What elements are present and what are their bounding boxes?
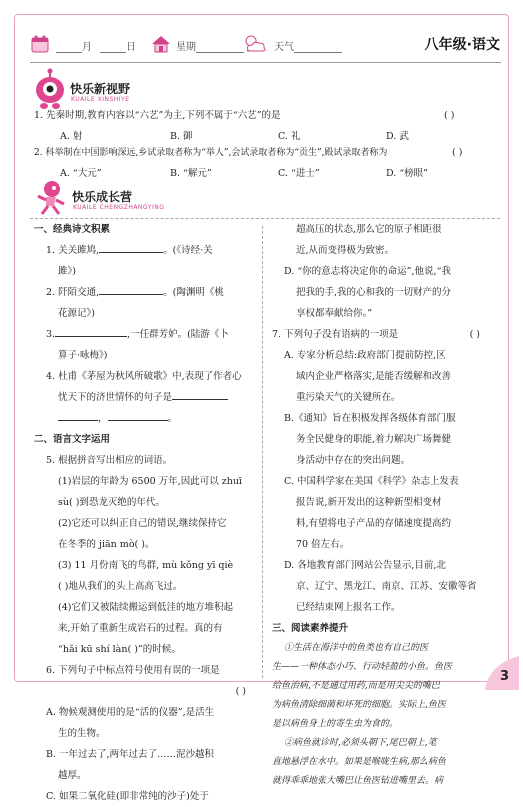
item-7-paren: ( ) — [469, 329, 480, 340]
item-7-a: A. 专家分析总结:政府部门提前防控,区 — [284, 350, 446, 361]
item-5-1-cont: sù( )到恐龙灭绝的年代。 — [58, 497, 165, 508]
item-2-source-cont: 花源记》) — [58, 308, 95, 319]
item-7-c: C. 中国科学家在美国《科学》杂志上发表 — [284, 476, 459, 487]
answer-paren-1: ( ) — [444, 110, 455, 121]
item-7-d-cont: 京、辽宁、黑龙江、南京、江苏、安徽等省 — [296, 581, 477, 592]
item-3-source-cont: 算子·咏梅》) — [58, 350, 108, 361]
blank-4a[interactable] — [172, 388, 228, 400]
month-label: 月 — [82, 42, 92, 53]
page-header — [30, 32, 500, 58]
reading-line-1: ①生活在海洋中的鱼类也有自己的医 — [284, 643, 429, 653]
item-5-4-cont: 来,开始了重新生成岩石的过程。真的有 — [58, 623, 223, 634]
item-5-1: (1)岩层的年龄为 6500 万年,因此可以 zhuī — [58, 476, 242, 487]
blank-1[interactable] — [99, 241, 163, 253]
question-2: 2. 科举制在中国影响深远,乡试录取者称为“举人”,会试录取者称为“贡生”,殿试录取者称为 — [34, 148, 388, 158]
grade-subject: 八年级·语文 — [424, 37, 500, 53]
item-6-paren: ( ) — [235, 686, 246, 697]
item-7-text: 7. 下列句子没有语病的一项是 — [272, 329, 399, 340]
item-1-source-cont: 雎》) — [58, 266, 76, 277]
item-3-source: ,一任群芳妒。(陆游《卜 — [127, 329, 229, 340]
item-6-d-cont: 把我的手,我的心和我的一切财产的分 — [296, 287, 452, 298]
section-title-new-vision: 快乐新视野 — [70, 82, 131, 96]
weather-cloud-icon — [242, 34, 270, 57]
q2-option-d: D. “榜眼” — [386, 168, 429, 179]
heading-language-use: 二、语言文字运用 — [34, 434, 111, 445]
q1-option-d: D. 武 — [386, 131, 409, 142]
item-3-text: 3. — [46, 329, 56, 340]
answer-paren-2: ( ) — [452, 147, 463, 158]
day-label: 日 — [126, 42, 136, 53]
heading-reading: 三、阅读素养提升 — [272, 623, 349, 634]
item-1-source: 。(《诗经·关 — [163, 245, 213, 256]
section-subtitle-new-vision: KUAILE XINSHIYE — [71, 96, 130, 103]
reading-line-4: 为病鱼清除细菌和坏死的细胞。实际上,鱼医 — [272, 700, 446, 710]
blank-4c[interactable] — [108, 409, 168, 421]
item-7-b: B.《通知》旨在积极发挥各级体育部门服 — [284, 413, 456, 424]
house-icon — [150, 34, 172, 57]
item-7-a-cont: 域内企业严格落实,是能否缓解和改善 — [296, 371, 452, 382]
reading-line-8: 就得乖乖地张大嘴巴让鱼医钻进嘴里去。病 — [272, 776, 444, 786]
q1-option-b: B. 御 — [170, 131, 193, 142]
item-6-b-cont: 越厚。 — [58, 770, 87, 781]
item-6-d-cont2: 享权都奉献给你。” — [296, 308, 373, 319]
mascot-alien-icon — [32, 68, 68, 114]
reading-line-6: ②病鱼就诊时,必须头朝下,尾巴朝上,笔 — [284, 738, 437, 748]
item-5-2: (2)它还可以纠正自己的错误,继续保持它 — [58, 518, 227, 529]
item-7-c-cont: 报告说,新开发出的这种新型相变材 — [296, 497, 442, 508]
item-4-period: 。 — [167, 413, 178, 424]
item-1-text: 1. 关关雎鸠, — [46, 245, 100, 256]
item-5-3-cont: ( )地从我们的头上高高飞过。 — [58, 581, 183, 592]
item-7-d-cont2: 已经结束网上报名工作。 — [296, 602, 401, 613]
question-1: 1. 先秦时期,教育内容以“六艺”为主,下列不属于“六艺”的是 — [34, 110, 281, 121]
reading-line-7: 直地悬浮在水中。如果是喉咙生病,那么病鱼 — [272, 757, 446, 767]
item-4-text: 4. 杜甫《茅屋为秋风所破歌》中,表现了作者心 — [46, 371, 242, 382]
item-6-d: D. “你的意志将决定你的命运”,他说,“我 — [284, 266, 451, 277]
item-6-a: A. 物候观测使用的是“活的仪器”,是活生 — [46, 707, 215, 718]
page-number: 3 — [499, 669, 509, 684]
item-7-c-cont3: 70 倍左右。 — [296, 539, 350, 550]
item-4-prompt: 忧天下的济世情怀的句子是 — [58, 392, 173, 403]
blank-3[interactable] — [55, 325, 127, 337]
weather-label: 天气 — [274, 42, 294, 53]
item-6-a-cont: 生的生物。 — [58, 728, 106, 739]
q1-option-a: A. 射 — [60, 131, 83, 142]
item-2-source: 。(陶渊明《桃 — [163, 287, 224, 298]
q2-option-a: A. “大元” — [60, 168, 102, 179]
item-6-c: C. 如果二氧化硅(即非常纯的沙子)处于 — [46, 791, 209, 802]
item-6-b: B. 一年过去了,两年过去了……泥沙越积 — [46, 749, 215, 760]
q2-option-b: B. “解元” — [170, 168, 212, 179]
calendar-icon — [30, 34, 50, 57]
reading-line-3: 给鱼治病,不是通过用药,而是用尖尖的嘴巴 — [272, 681, 440, 691]
item-5-3: (3) 11 月份南飞的鸟群, mù kǒng yī qiè — [58, 560, 234, 571]
right-line-1: 超高压的状态,那么它的原子相距很 — [296, 224, 442, 235]
item-5-2-cont: 在冬季的 jiān mò( )。 — [58, 539, 155, 550]
reading-line-5: 是以病鱼身上的寄生虫为食的。 — [272, 719, 399, 729]
item-7-a-cont2: 重污染天气的关键所在。 — [296, 392, 401, 403]
item-5-text: 5. 根据拼音写出相应的词语。 — [46, 455, 173, 466]
mascot-runner-icon — [32, 180, 70, 220]
heading-classic-poetry: 一、经典诗文积累 — [34, 224, 111, 235]
item-5-4: (4)它们又被陆续搬运到低洼的地方堆积起 — [58, 602, 233, 613]
item-6-text: 6. 下列句子中标点符号使用有误的一项是 — [46, 665, 220, 676]
item-5-4-cont2: “hǎi kū shí làn( )”的时候。 — [58, 644, 181, 655]
blank-2[interactable] — [99, 283, 163, 295]
item-7-c-cont2: 料,有望将电子产品的存储速度提高约 — [296, 518, 452, 529]
right-column — [272, 219, 498, 791]
right-line-2: 近,从而变得极为致密。 — [296, 245, 395, 256]
item-7-b-cont: 务全民健身的职能,着力解决广场舞健 — [296, 434, 452, 445]
weekday-label: 星期 — [176, 42, 196, 53]
blank-4b[interactable] — [58, 409, 98, 421]
section-title-growth-camp: 快乐成长营 — [72, 190, 133, 204]
header-rule — [30, 62, 501, 63]
item-7-b-cont2: 身活动中存在的突出问题。 — [296, 455, 411, 466]
item-4-comma: ， — [98, 413, 108, 424]
q1-option-c: C. 礼 — [278, 131, 301, 142]
q2-option-c: C. “进士” — [278, 168, 320, 179]
section-subtitle-growth-camp: KUAILE CHENGZHANGYING — [73, 204, 165, 211]
item-2-text: 2. 阡陌交通, — [46, 287, 100, 298]
left-column — [34, 219, 256, 807]
item-7-d: D. 各地教育部门网站公告显示,目前,北 — [284, 560, 446, 571]
reading-line-2: 生——一种体态小巧、行动轻盈的小鱼。鱼医 — [272, 662, 453, 672]
column-divider — [262, 226, 263, 678]
